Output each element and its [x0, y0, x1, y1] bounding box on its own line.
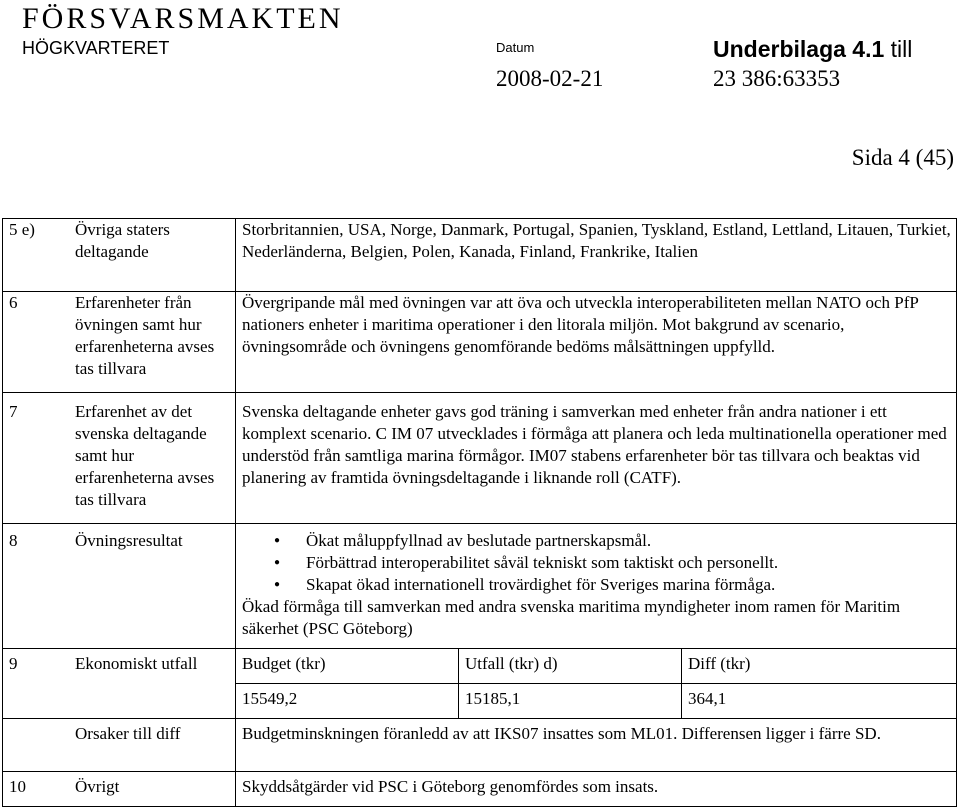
row-label: Orsaker till diff [69, 719, 236, 772]
document-number: 23 386:63353 [713, 66, 841, 91]
datum-label: Datum [496, 40, 535, 55]
row-number: 8 [3, 524, 70, 649]
row-text: Svenska deltagande enheter gavs god träning i samverkan med enheter från andra nationer i ett komplext scenario. C IM 07 utvecklades i förmåga att planera och leda multinationella operationer med understöd från samtliga marina förmågor. IM07 stabens erfarenheter bör tas tillvara och beaktas vid planering av framtida övningsdeltagande i liknande roll (CATF). [236, 393, 957, 524]
page-number: Sida 4 (45) [851, 145, 954, 170]
row-label: Ekonomiskt utfall [69, 649, 236, 719]
list-item: ● Förbättrad interoperabilitet såväl tekniskt som taktiskt och personellt. [236, 552, 952, 574]
row-number: 7 [3, 393, 70, 524]
finance-cell [236, 649, 957, 719]
table-row [3, 219, 957, 292]
list-item: ● Skapat ökad internationell trovärdighet för Sveriges marina förmåga. [236, 574, 952, 596]
table-row [3, 772, 957, 807]
finance-value: 364,1 [682, 684, 957, 719]
finance-value: 15549,2 [236, 684, 459, 719]
subattachment-bold: Underbilaga 4.1 [713, 36, 885, 62]
finance-header: Diff (tkr) [682, 649, 957, 684]
finance-value-row [236, 684, 956, 719]
row-number [3, 719, 70, 772]
row-label: Övningsresultat [69, 524, 236, 649]
list-item: ● Ökat måluppfyllnad av beslutade partnerskapsmål. [236, 530, 952, 552]
row-label: Erfarenhet av det svenska deltagande samt hur erfarenheterna avses tas tillvara [69, 393, 236, 524]
table-row [3, 393, 957, 524]
results-list [236, 530, 952, 596]
finance-header-row [236, 649, 956, 684]
row-text: Storbritannien, USA, Norge, Danmark, Portugal, Spanien, Tyskland, Estland, Lettland, Litauen, Turkiet, Nederländerna, Belgien, Polen, Kanada, Finland, Frankrike, Italien [236, 219, 957, 292]
row-number: 10 [3, 772, 70, 807]
row-text: Skyddsåtgärder vid PSC i Göteborg genomfördes som insats. [236, 772, 957, 807]
finance-table [236, 649, 956, 718]
document-date: 2008-02-21 [496, 66, 604, 91]
hq-name: HÖGKVARTERET [22, 38, 170, 58]
report-table [2, 218, 957, 807]
finance-header: Utfall (tkr) d) [459, 649, 682, 684]
table-row [3, 719, 957, 772]
row-number: 5 e) [3, 219, 70, 292]
table-row [3, 524, 957, 649]
finance-value: 15185,1 [459, 684, 682, 719]
row-text: Övergripande mål med övningen var att öva och utveckla interoperabiliteten mellan NATO och PfP nationers enheter i maritima operationer i den litorala miljön. Mot bakgrund av scenario, övningsområde och övningens genomförande bedöms målsättningen uppfylld. [236, 292, 957, 393]
results-extra: Ökad förmåga till samverkan med andra svenska maritima myndigheter inom ramen för Maritim säkerhet (PSC Göteborg) [242, 597, 901, 638]
finance-header: Budget (tkr) [236, 649, 459, 684]
table-row [3, 292, 957, 393]
row-label: Övriga staters deltagande [69, 219, 236, 292]
org-name: FÖRSVARSMAKTEN [22, 2, 344, 35]
results-cell [236, 524, 957, 649]
row-text: Budgetminskningen föranledd av att IKS07 insattes som ML01. Differensen ligger i färre SD. [236, 719, 957, 772]
table-row [3, 649, 957, 719]
subattachment-till: till [890, 36, 913, 62]
row-number: 6 [3, 292, 70, 393]
row-number: 9 [3, 649, 70, 719]
row-label: Övrigt [69, 772, 236, 807]
subattachment-title [713, 36, 912, 63]
row-label: Erfarenheter från övningen samt hur erfarenheterna avses tas tillvara [69, 292, 236, 393]
